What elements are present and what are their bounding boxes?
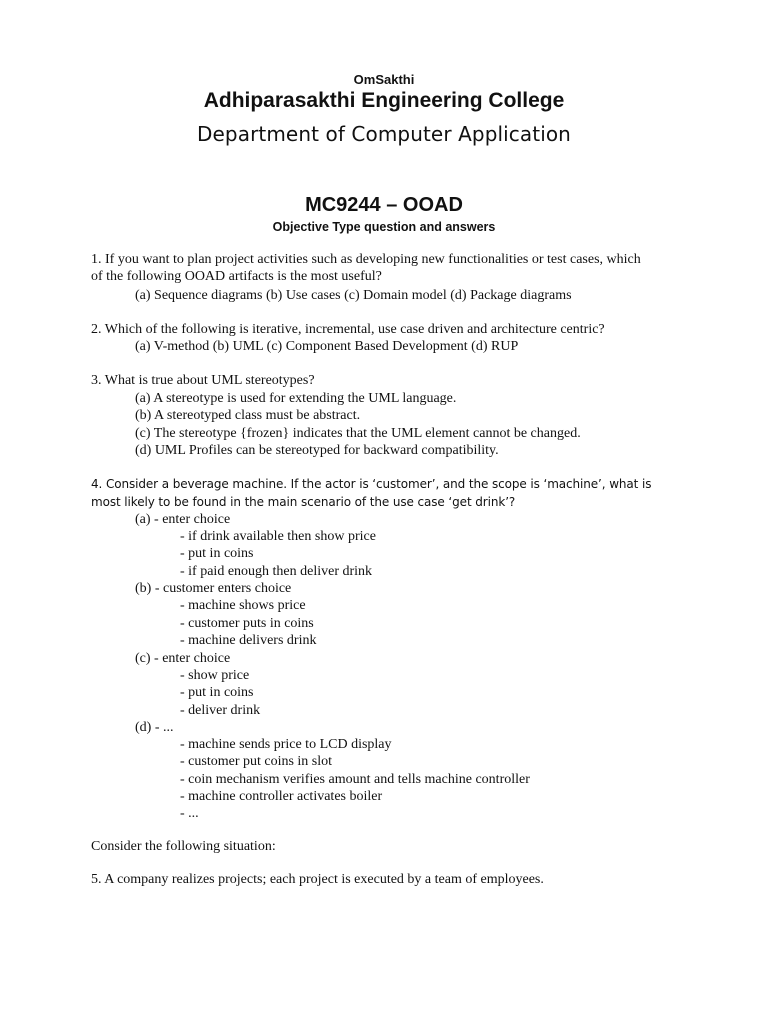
q4-option-a-step: - if drink available then show price [180,529,376,544]
course-title: MC9244 – OOAD [305,194,463,216]
q4-line-2: most likely to be found in the main scenario of the use case ‘get drink’? [91,495,516,509]
q4-option-b: (b) - customer enters choice [135,581,292,596]
q4-option-d-step: - customer put coins in slot [180,754,333,769]
document-subtitle: Objective Type question and answers [272,220,496,234]
q3-option-d: (d) UML Profiles can be stereotyped for backward compatibility. [135,443,499,458]
q1-line-2: of the following OOAD artifacts is the most useful? [91,269,382,284]
q4-option-d: (d) - ... [135,720,174,735]
header-om: OmSakthi [353,72,415,87]
q3-line-1: 3. What is true about UML stereotypes? [91,373,315,388]
q2-line-1: 2. Which of the following is iterative, incremental, use case driven and architecture centric? [91,322,605,337]
q4-option-d-step: - ... [180,806,199,821]
college-name: Adhiparasakthi Engineering College [203,89,565,112]
q3-option-a: (a) A stereotype is used for extending the UML language. [135,391,457,406]
q4-option-d-step: - machine controller activates boiler [180,789,383,804]
q4-option-b-step: - machine delivers drink [180,633,317,648]
q1-options: (a) Sequence diagrams (b) Use cases (c) Domain model (d) Package diagrams [135,288,572,303]
q4-option-a: (a) - enter choice [135,512,231,527]
q4-option-a-step: - if paid enough then deliver drink [180,564,373,579]
q3-option-c: (c) The stereotype {frozen} indicates that the UML element cannot be changed. [135,426,581,441]
department-name: Department of Computer Application [197,122,571,146]
q4-option-c-step: - put in coins [180,685,254,700]
situation-intro: Consider the following situation: [91,839,276,854]
q4-option-a-step: - put in coins [180,546,254,561]
q4-option-b-step: - machine shows price [180,598,306,613]
q4-option-d-step: - coin mechanism verifies amount and tells machine controller [180,772,530,787]
q4-option-b-step: - customer puts in coins [180,616,314,631]
q4-option-c: (c) - enter choice [135,651,231,666]
q4-option-c-step: - show price [180,668,250,683]
q2-options: (a) V-method (b) UML (c) Component Based Development (d) RUP [135,339,519,354]
q4-line-1: 4. Consider a beverage machine. If the actor is ‘customer’, and the scope is ‘machine’, what is [91,477,652,491]
q5-line-1: 5. A company realizes projects; each project is executed by a team of employees. [91,872,544,887]
q3-option-b: (b) A stereotyped class must be abstract. [135,408,361,423]
q4-option-d-step: - machine sends price to LCD display [180,737,392,752]
q4-option-c-step: - deliver drink [180,703,261,718]
q1-line-1: 1. If you want to plan project activities such as developing new functionalities or test cases, which [91,252,641,267]
